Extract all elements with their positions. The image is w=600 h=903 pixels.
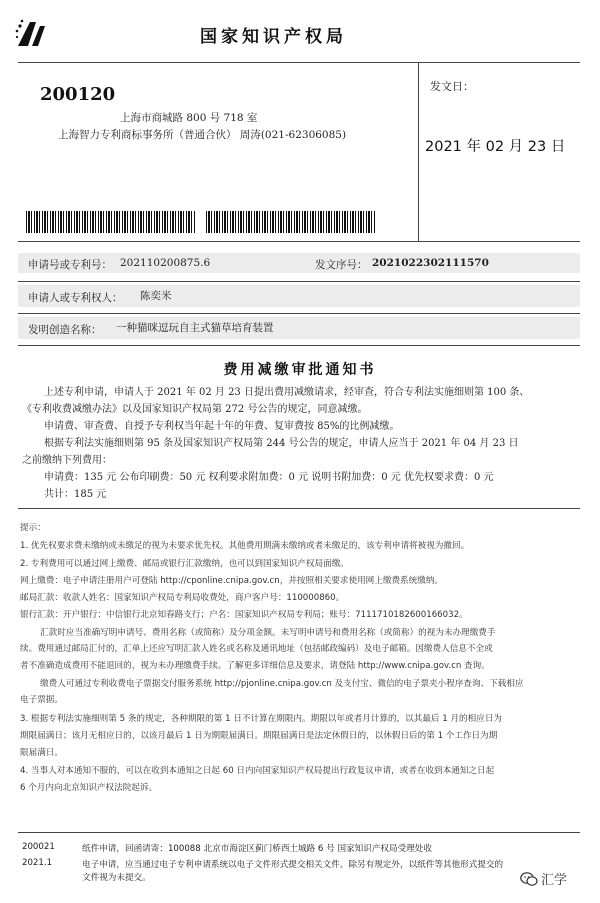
footer-code-1: 200021 — [22, 842, 55, 852]
tip-line-6: 汇款时应当准确写明申请号、费用名称（或简称）及分项金额。未写明申请号和费用名称（或简称）的视为未办理缴费手 — [40, 628, 496, 638]
tip-line-9: 缴费人可通过专利收费电子票据交付服务系统 http://pjonline.cnipa.gov.cn 及支付宝、微信的电子票夹小程序查询、下载相应 — [40, 679, 524, 689]
tip-line-13: 限届满日。 — [20, 748, 63, 758]
applicant-label: 申请人或专利权人： — [28, 292, 123, 304]
tip-line-3: 网上缴费：电子申请注册用户可登陆 http://cponline.cnipa.gov.cn，并按照相关要求使用网上缴费系统缴纳。 — [20, 576, 444, 586]
serial-value: 2021022302111570 — [372, 257, 489, 269]
footer-divider — [18, 832, 580, 833]
watermark — [520, 869, 567, 888]
field-divider-1 — [18, 281, 580, 282]
fee-line-1: 申请费：135 元 公布印刷费：50 元 权利要求附加费：0 元 说明书附加费：0 元 优先权要求费：0 元 — [44, 472, 494, 483]
tip-line-14: 4. 当事人对本通知不服的，可以在收到本通知之日起 60 日内向国家知识产权局提出行政复议申请，或者在收到本通知之日起 — [20, 766, 495, 776]
tip-line-10: 电子票据。 — [20, 695, 63, 705]
serial-label: 发文序号： — [315, 259, 368, 271]
cnipa-logo-icon — [14, 16, 50, 52]
tip-line-4: 邮局汇款：收款人姓名：国家知识产权局专利局收费处，商户客户号：110000860。 — [20, 593, 345, 603]
notice-line-2: 《专利收费减缴办法》以及国家知识产权局第 272 号公告的规定，同意减缴。 — [22, 404, 368, 415]
notice-line-3: 申请费、审查费、自授予专利权当年起十年的年费、复审费按 85%的比例减缴。 — [44, 421, 400, 432]
applicant-value: 陈奕米 — [140, 290, 172, 302]
tips-title: 提示： — [20, 523, 46, 533]
app-no-value: 202110200875.6 — [120, 257, 211, 269]
wechat-icon — [520, 871, 538, 887]
header-divider — [18, 62, 580, 63]
footer-code-2: 2021.1 — [22, 858, 53, 868]
office-title: 国家知识产权局 — [200, 27, 347, 47]
tip-line-1: 1. 优先权要求费未缴纳或未缴足的视为未要求优先权。其他费用期满未缴纳或者未缴足的，该专利申请将被视为撤回。 — [20, 541, 470, 551]
address-agency: 上海智力专利商标事务所（普通合伙） 周涛(021-62306085) — [58, 129, 347, 141]
footer-line-3: 文件视为未提交。 — [82, 873, 151, 883]
field-divider-3 — [18, 345, 580, 346]
footer-line-2: 电子申请，应当通过电子专利申请系统以电子文件形式提交相关文件。除另有规定外，以纸件等其他形式提交的 — [82, 860, 504, 870]
notice-line-4: 根据专利法实施细则第 95 条及国家知识产权局第 244 号公告的规定，申请人应当于 2021 年 04 月 23 日 — [44, 438, 519, 449]
invention-row — [18, 317, 580, 339]
barcode-divider — [18, 241, 580, 242]
tip-line-11: 3. 根据专利法实施细则第 5 条的规定，各种期限的第 1 日不计算在期限内。期限以年或者月计算的，以其最后 1 月的相应日为 — [20, 714, 503, 724]
fee-line-2: 共计：185 元 — [44, 489, 107, 500]
footer-line-1: 纸件申请，回函请寄：100088 北京市海淀区蓟门桥西土城路 6 号 国家知识产权局受理处收 — [82, 844, 432, 854]
field-divider-2 — [18, 313, 580, 314]
barcode-right — [206, 211, 376, 233]
invention-value: 一种猫咪逗玩自主式猫草培育装置 — [116, 322, 274, 334]
invention-label: 发明创造名称： — [28, 324, 102, 336]
postal-code: 200120 — [40, 84, 116, 105]
tip-line-15: 6 个月内向北京知识产权法院起诉。 — [20, 783, 158, 793]
issue-date-label: 发文日： — [430, 80, 474, 93]
tip-line-7: 续。费用通过邮局汇付的，汇单上还应写明汇款人姓名或名称及通讯地址（包括邮政编码）及电子邮箱。因缴费人信息不全或 — [20, 644, 493, 654]
address-street: 上海市商城路 800 号 718 室 — [120, 112, 258, 124]
tip-line-8: 者不准确造成费用不能退回的，视为未办理缴费手续。了解更多详细信息及要求，请登陆 http://www.cnipa.gov.cn 查询。 — [20, 661, 490, 671]
cnipa-logo — [14, 16, 50, 52]
notice-body — [22, 384, 582, 503]
notice-line-1: 上述专利申请，申请人于 2021 年 02 月 23 日提出费用减缴请求，经审查，符合专利法实施细则第 100 条、 — [44, 387, 530, 398]
notice-line-5: 之前缴纳下列费用： — [22, 455, 112, 466]
tip-line-5: 银行汇款：开户银行：中信银行北京知春路支行；户名：国家知识产权局专利局；账号：7111710182600166032。 — [20, 610, 468, 620]
app-no-label: 申请号或专利号： — [28, 259, 112, 271]
tip-line-12: 期限届满日；该月无相应日的，以该月最后 1 日为期限届满日。期限届满日是法定休假日的，以休假日后的第 1 个工作日为期 — [20, 731, 498, 741]
watermark-text: 汇学 — [541, 873, 568, 888]
barcode-left — [26, 211, 196, 233]
notice-title: 费用减缴审批通知书 — [223, 362, 377, 378]
issue-date: 2021 年 02 月 23 日 — [425, 139, 566, 155]
tip-line-2: 2. 专利费用可以通过网上缴费、邮局或银行汇款缴纳，也可以到国家知识产权局面缴。 — [20, 559, 349, 569]
header-vertical-divider — [418, 63, 419, 241]
tips-divider — [18, 508, 580, 509]
